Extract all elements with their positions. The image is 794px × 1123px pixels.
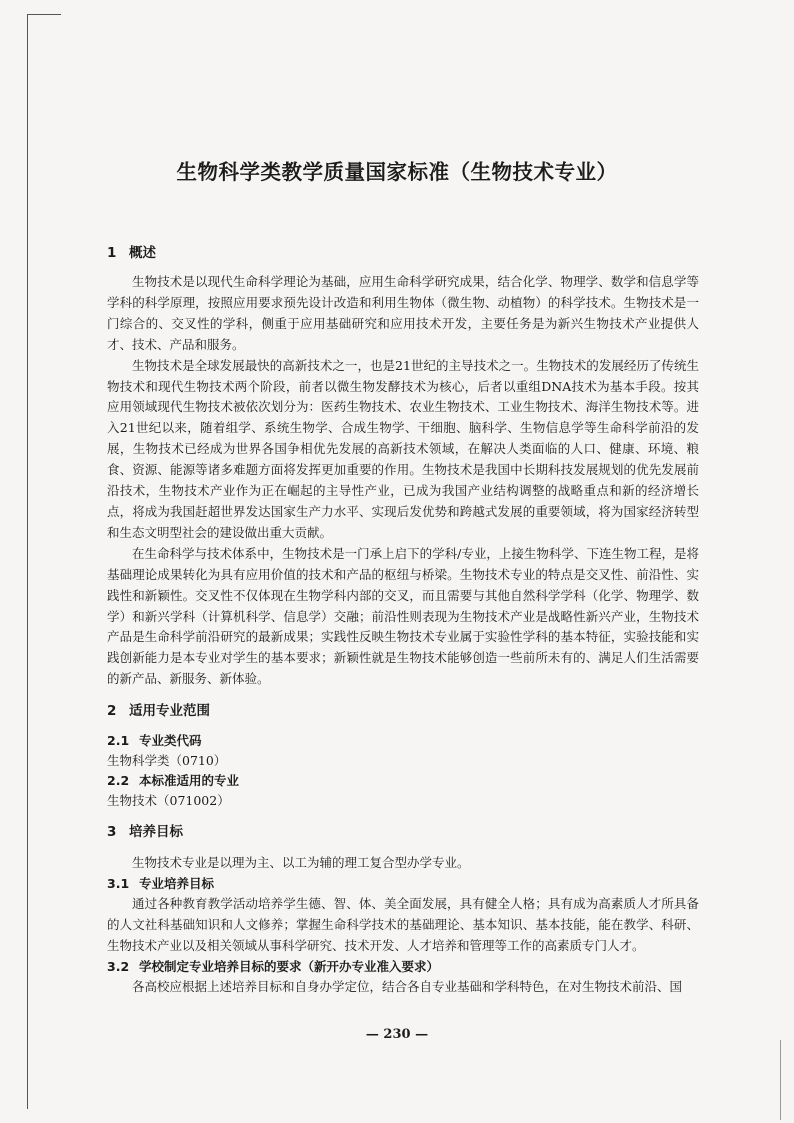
paragraph: 生物技术是全球发展最快的高新技术之一，也是21世纪的主导技术之一。生物技术的发展经历了传统生物技术和现代生物技术两个阶段，前者以微生物发酵技术为核心，后者以重组DNA技术为基本手段。按其应用领域现代生物技术被依次划分为：医药生物技术、农业生物技术、工业生物技术、海洋生物技术等。进入21世纪以来，随着组学、系统生物学、合成生物学、干细胞、脑科学、生物信息学等生命科学前沿的发展，生物技术已经成为世界各国争相优先发展的高新技术领域，在解决人类面临的人口、健康、环境、粮食、资源、能源等诸多难题方面将发挥更加重要的作用。生物技术是我国中长期科技发展规划的优先发展前沿技术，生物技术产业作为正在崛起的主导性产业，已成为我国产业结构调整的战略重点和新的经济增长点，将成为我国赶超世界发达国家生产力水平、实现后发优势和跨越式发展的重要领域，将为国家经济转型和生态文明型社会的建设做出重大贡献。	[107, 357, 699, 540]
section-2-heading	[107, 701, 699, 721]
right-scan-edge	[780, 1040, 781, 1120]
section-title: 培养目标	[129, 824, 183, 841]
top-border-line	[27, 14, 61, 15]
subsection-2-2-heading	[107, 771, 699, 791]
paragraph: 通过各种教育教学活动培养学生德、智、体、美全面发展，具有健全人格；具有成为高素质人才所具备的人文社科基础知识和人文修养；掌握生命科学技术的基础理论、基本知识、基本技能，能在教学、科研、生物技术产业以及相关领域从事科学研究、技术开发、人才培养和管理等工作的高素质专门人才。	[107, 896, 699, 953]
subsection-number: 2.2	[107, 773, 130, 789]
page-number: — 230 —	[365, 1027, 429, 1042]
paragraph: 生物技术专业是以理为主、以工为辅的理工复合型办学专业。	[132, 855, 470, 871]
subsection-title: 专业类代码	[139, 733, 202, 749]
subsection-3-2-heading	[107, 957, 699, 977]
section-title: 适用专业范围	[129, 703, 210, 720]
subsection-number: 2.1	[107, 733, 130, 749]
paragraph: 在生命科学与技术体系中，生物技术是一门承上启下的学科/专业，上接生物科学、下连生物工程，是将基础理论成果转化为具有应用价值的技术和产品的枢纽与桥梁。生物技术专业的特点是交叉性、前沿性、实践性和新颖性。交叉性不仅体现在生物学科内部的交叉，而且需要与其他自然科学学科（化学、物理学、数学）和新兴学科（计算机科学、信息学）交融；前沿性则表现为生物技术产业是战略性新兴产业，生物技术产品是生命科学前沿研究的最新成果；实践性反映生物技术专业属于实验性学科的基本特征，实验技能和实践创新能力是本专业对学生的基本要求；新颖性就是生物技术能够创造一些前所未有的、满足人们生活需要的新产品、新服务、新体验。	[107, 545, 699, 687]
subsection-2-1-heading	[107, 731, 699, 751]
paragraph: 生物技术是以现代生命科学理论为基础，应用生命科学研究成果，结合化学、物理学、数学和信息学等学科的科学原理，按照应用要求预先设计改造和利用生物体（微生物、动植物）的科学技术。生物技术是一门综合的、交叉性的学科，侧重于应用基础研究和应用技术开发，主要任务是为新兴生物技术产业提供人才、技术、产品和服务。	[107, 274, 699, 352]
paragraph: 各高校应根据上述培养目标和自身办学定位，结合各自专业基础和学科特色，在对生物技术前沿、国	[132, 978, 683, 994]
document-title: 生物科学类教学质量国家标准（生物技术专业）	[176, 160, 618, 184]
subsection-number: 3.1	[107, 876, 130, 892]
section-3-heading	[107, 822, 699, 842]
subsection-title: 专业培养目标	[139, 876, 215, 892]
section-number: 1	[107, 245, 117, 261]
document-body	[107, 243, 699, 998]
subsection-number: 3.2	[107, 958, 130, 974]
section-number: 3	[107, 824, 117, 841]
field-value: 生物技术（071002）	[107, 793, 230, 809]
subsection-title: 本标准适用的专业	[139, 773, 240, 789]
subsection-3-1-heading	[107, 874, 699, 894]
subsection-title: 学校制定专业培养目标的要求（新开办专业准入要求）	[139, 958, 440, 974]
section-1-heading	[107, 243, 699, 263]
section-title: 概述	[129, 245, 156, 261]
field-value: 生物科学类（0710）	[107, 753, 227, 769]
section-number: 2	[107, 703, 117, 720]
